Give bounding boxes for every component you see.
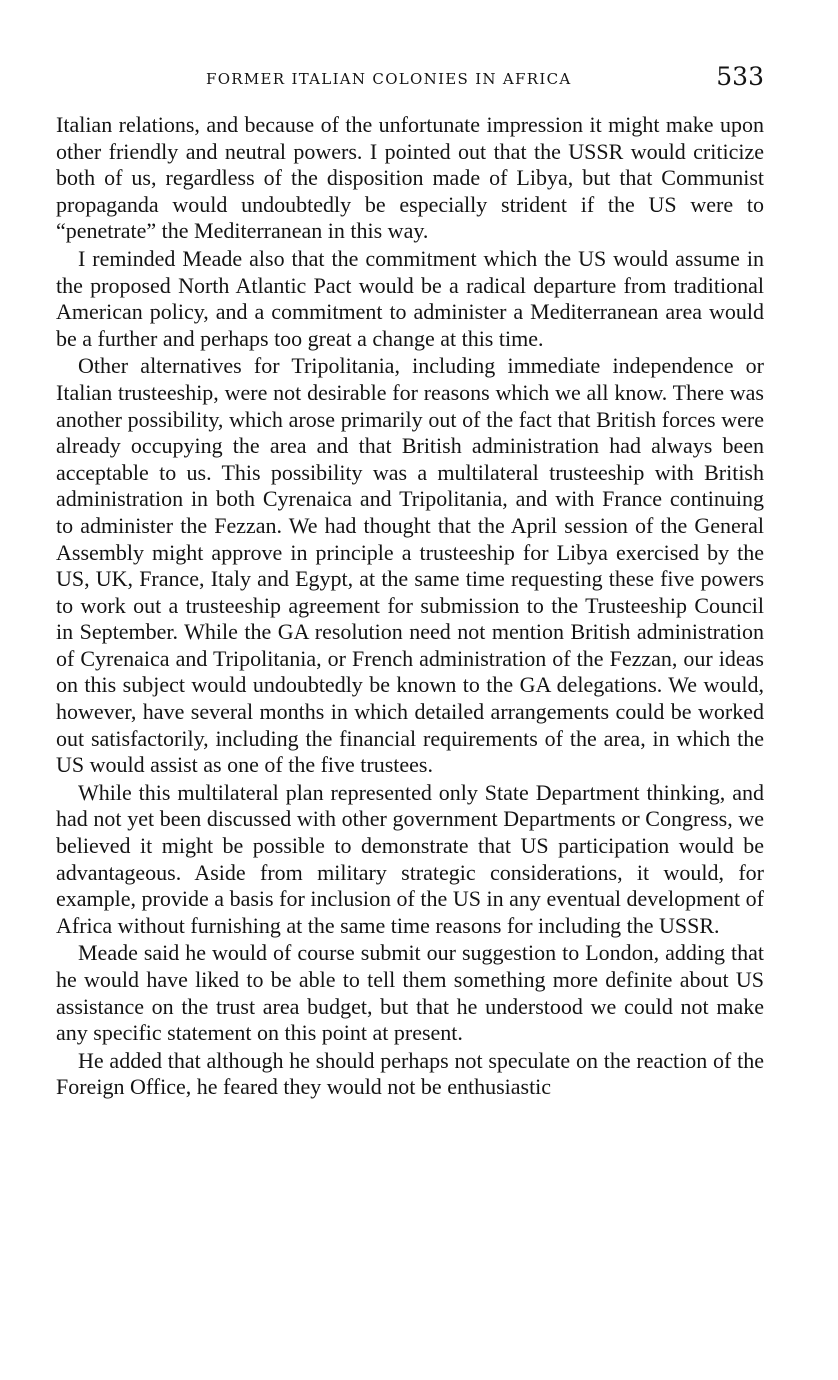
page-number: 533 (716, 62, 764, 91)
paragraph: I reminded Meade also that the commitment which the US would assume in the proposed North Atlantic Pact would be a radical departure from traditional American policy, and a commitment to administer a Mediterranean area would be a further and perhaps too great a change at this time. (56, 245, 764, 351)
running-title: FORMER ITALIAN COLONIES IN AFRICA (206, 70, 572, 88)
paragraph: He added that although he should perhaps not speculate on the reaction of the Foreign Office, he feared they would not be enthusiastic (56, 1047, 764, 1100)
paragraph: Other alternatives for Tripolitania, including immediate independence or Italian trusteeship, were not desirable for reasons which we all know. There was another possibility, which arose primarily out of the fact that British forces were already occupying the area and that British administration had always been acceptable to us. This possibility was a multilateral trusteeship with British administration in both Cyrenaica and Tripolitania, and with France continuing to administer the Fezzan. We had thought that the April session of the General Assembly might approve in principle a trusteeship for Libya exercised by the US, UK, France, Italy and Egypt, at the same time requesting these five powers to work out a trusteeship agreement for submission to the Trusteeship Council in September. While the GA resolution need not mention British administration of Cyrenaica and Tripolitania, or French administration of the Fezzan, our ideas on this subject would undoubtedly be known to the GA delegations. We would, however, have several months in which detailed arrangements could be worked out satisfactorily, including the financial requirements of the area, in which the US would assist as one of the five trustees. (56, 353, 764, 778)
paragraph-continued: Italian relations, and because of the unfortunate impression it might make upon other friendly and neutral powers. I pointed out that the USSR would criticize both of us, regardless of the disposition made of Libya, but that Communist propaganda would undoubtedly be especially strident if the US were to “penetrate” the Mediterranean in this way. (56, 112, 764, 244)
paragraph: While this multilateral plan represented only State Department thinking, and had not yet been discussed with other government Departments or Congress, we believed it might be possible to demonstrate that US participation would be advantageous. Aside from military strategic considerations, it would, for example, provide a basis for inclusion of the US in any eventual development of Africa without furnishing at the same time reasons for including the USSR. (56, 779, 764, 938)
paragraph: Meade said he would of course submit our suggestion to London, adding that he would have liked to be able to tell them something more definite about US assistance on the trust area budget, but that he understood we could not make any specific statement on this point at present. (56, 940, 764, 1046)
body-text (56, 112, 764, 1102)
running-head (56, 62, 764, 96)
